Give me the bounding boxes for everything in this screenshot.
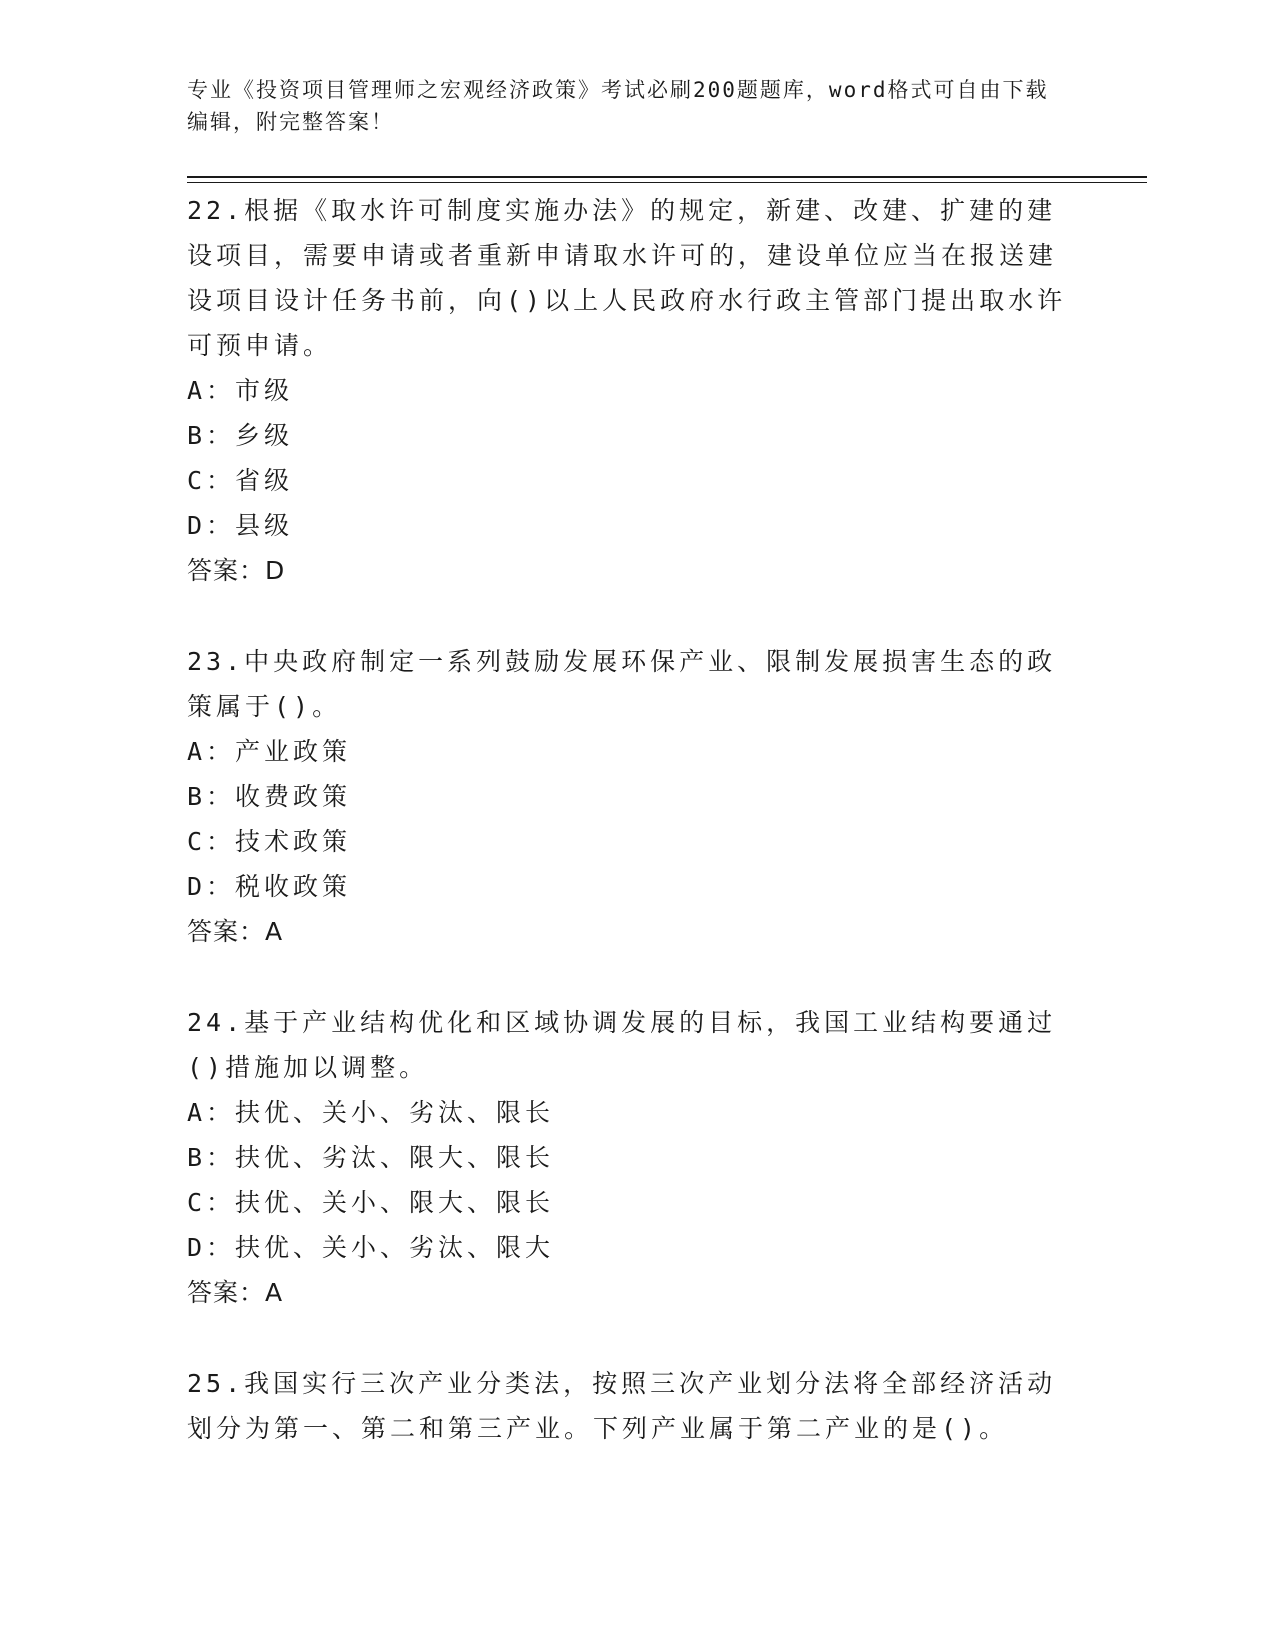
header-rule-thick: [187, 176, 1147, 178]
option-a: A：扶优、关小、劣汰、限长: [187, 1098, 555, 1127]
option-c: C：技术政策: [187, 827, 352, 856]
option-b: B：扶优、劣汰、限大、限长: [187, 1143, 555, 1172]
question-list: [187, 188, 1067, 1497]
header-rule-thin: [187, 182, 1147, 183]
question-22: [187, 188, 1067, 593]
question-stem: 24.基于产业结构优化和区域协调发展的目标，我国工业结构要通过()措施加以调整。: [187, 1008, 1057, 1082]
answer-line: 答案：A: [187, 917, 284, 946]
question-23: [187, 639, 1067, 954]
question-stem: 23.中央政府制定一系列鼓励发展环保产业、限制发展损害生态的政策属于()。: [187, 647, 1057, 721]
document-page: [187, 0, 1147, 1650]
answer-line: 答案：A: [187, 1278, 284, 1307]
question-stem: 25.我国实行三次产业分类法，按照三次产业划分法将全部经济活动划分为第一、第二和第三产业。下列产业属于第二产业的是()。: [187, 1369, 1057, 1443]
option-a: A：市级: [187, 376, 294, 405]
option-d: D：扶优、关小、劣汰、限大: [187, 1233, 555, 1262]
option-d: D：县级: [187, 511, 294, 540]
answer-line: 答案：D: [187, 556, 286, 585]
option-a: A：产业政策: [187, 737, 352, 766]
option-c: C：省级: [187, 466, 294, 495]
question-24: [187, 1000, 1067, 1315]
option-d: D：税收政策: [187, 872, 352, 901]
option-c: C：扶优、关小、限大、限长: [187, 1188, 555, 1217]
question-25: [187, 1361, 1067, 1451]
option-b: B：乡级: [187, 421, 294, 450]
question-stem: 22.根据《取水许可制度实施办法》的规定，新建、改建、扩建的建设项目，需要申请或者重新申请取水许可的，建设单位应当在报送建设项目设计任务书前，向()以上人民政府水行政主管部门提出取水许可预申请。: [187, 196, 1067, 360]
option-b: B：收费政策: [187, 782, 352, 811]
document-header: 专业《投资项目管理师之宏观经济政策》考试必刷200题题库，word格式可自由下载编辑，附完整答案！: [187, 78, 1049, 134]
